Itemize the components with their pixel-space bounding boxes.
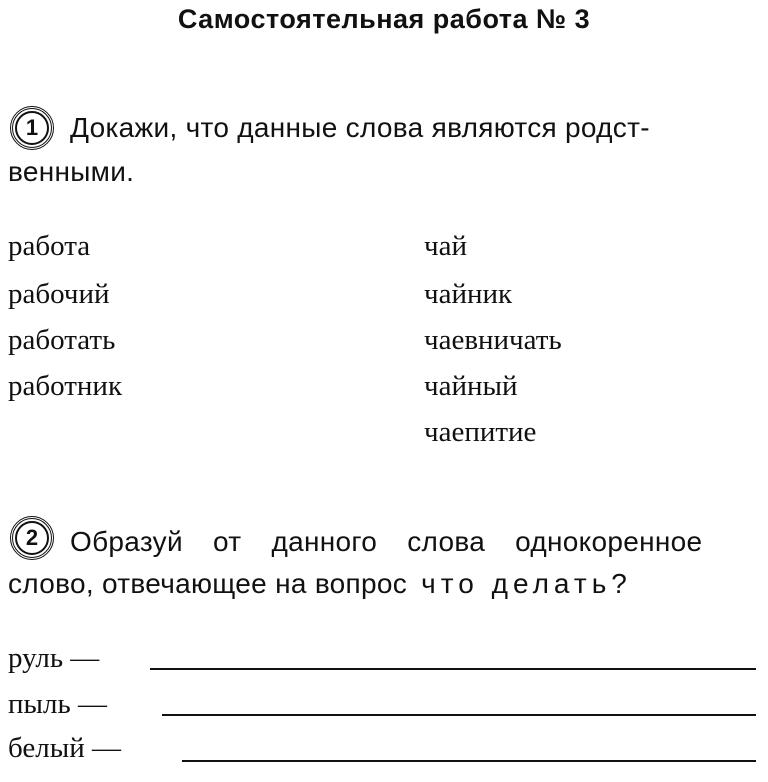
list-item: чай [424, 230, 467, 262]
row-word: руль — [8, 642, 100, 674]
instruction-text: слово, отвечающее на вопрос [8, 568, 408, 599]
page-title: Самостоятельная работа № 3 [177, 4, 591, 34]
task-2-number: 2 [15, 521, 49, 555]
list-item: чайный [424, 370, 518, 402]
list-item: чайник [424, 278, 513, 310]
answer-row-2 [8, 688, 107, 721]
task-2-number-badge [10, 516, 54, 560]
answer-line-1[interactable] [150, 668, 756, 670]
task-2-instruction-line-1: Образуй от данного слова однокоренное [70, 526, 703, 557]
task-1-instruction-line-2: венными. [8, 156, 135, 187]
answer-line-2[interactable] [162, 714, 756, 716]
answer-line-3[interactable] [182, 760, 756, 762]
list-item: работник [8, 370, 123, 402]
row-word: пыль — [8, 688, 107, 720]
list-item: чаевничать [424, 324, 562, 356]
task-1-instruction-line-1: Докажи, что данные слова являются родст- [70, 112, 650, 143]
answer-row-3 [8, 732, 121, 765]
task-1-number: 1 [15, 111, 49, 145]
list-item: работать [8, 324, 116, 356]
list-item: чаепитие [424, 416, 537, 448]
question-phrase: что делать? [421, 568, 632, 599]
list-item: рабочий [8, 278, 110, 310]
task-2-instruction-line-2 [8, 564, 632, 604]
row-word: белый — [8, 732, 121, 764]
answer-row-1 [8, 642, 99, 675]
list-item: работа [8, 230, 91, 262]
task-1-number-badge [10, 106, 54, 150]
